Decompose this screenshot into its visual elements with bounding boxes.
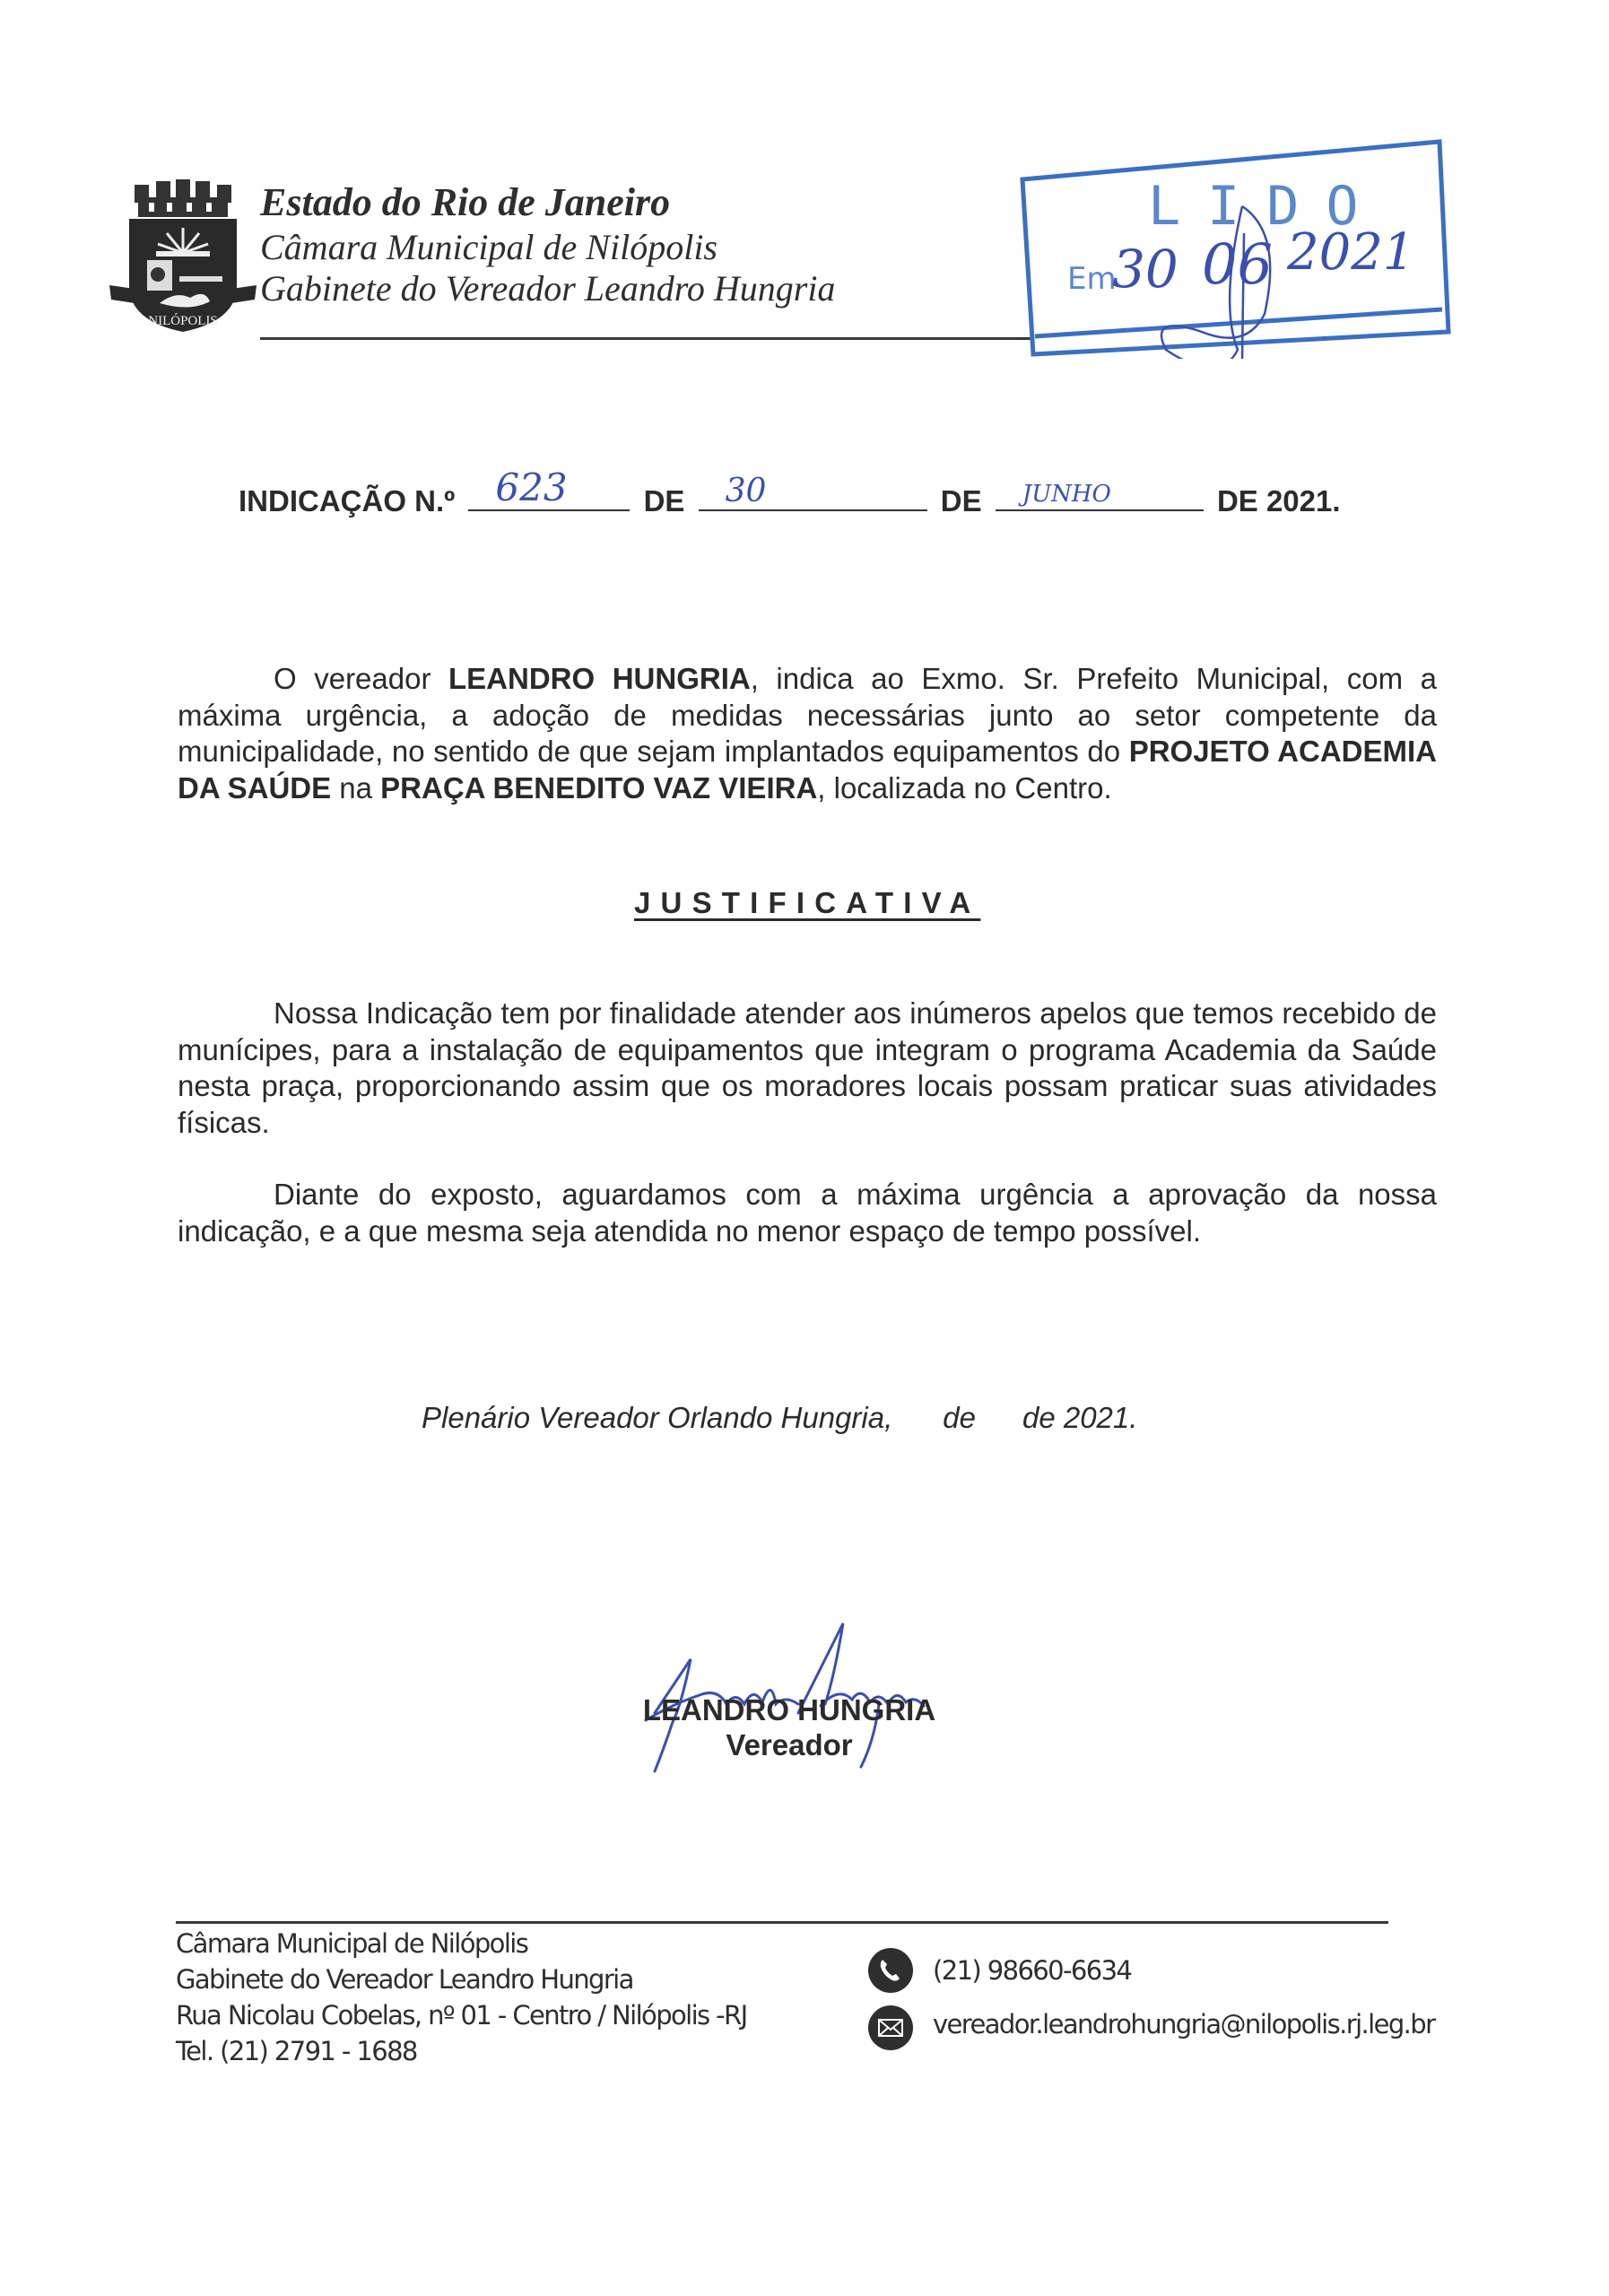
footer-chamber: Câmara Municipal de Nilópolis bbox=[176, 1928, 528, 1959]
signer-role: Vereador bbox=[726, 1728, 853, 1761]
place-date-line bbox=[422, 1401, 1137, 1435]
svg-text:30: 30 bbox=[1112, 239, 1178, 300]
date-year: de 2021. bbox=[1022, 1401, 1138, 1434]
header-office: Gabinete do Vereador Leandro Hungria bbox=[260, 268, 836, 309]
text-run: , localizada no Centro. bbox=[817, 770, 1112, 804]
justificativa-heading: JUSTIFICATIVA bbox=[634, 886, 981, 919]
header-state: Estado do Rio de Janeiro bbox=[260, 180, 671, 224]
indicacao-year: DE 2021. bbox=[1216, 484, 1341, 517]
indicacao-day: 30 bbox=[725, 473, 767, 509]
indicacao-month: JUNHO bbox=[1022, 481, 1111, 508]
footer-office: Gabinete do Vereador Leandro Hungria bbox=[176, 1964, 633, 1995]
header-chamber: Câmara Municipal de Nilópolis bbox=[260, 227, 718, 267]
indicacao-number: 623 bbox=[495, 465, 568, 509]
header-divider bbox=[260, 337, 1031, 340]
indicacao-label: INDICAÇÃO N.º bbox=[239, 484, 456, 517]
indicacao-line bbox=[239, 465, 1341, 518]
footer-email[interactable]: vereador.leandrohungria@nilopolis.rj.leg.br bbox=[933, 2009, 1435, 2039]
indicacao-number-field bbox=[468, 465, 630, 511]
footer-divider bbox=[176, 1921, 1388, 1924]
whatsapp-icon bbox=[868, 1948, 913, 1993]
footer-address: Rua Nicolau Cobelas, nº 01 - Centro / Nilópolis -RJ bbox=[176, 2000, 747, 2031]
place-text: Plenário Vereador Orlando Hungria, bbox=[422, 1401, 893, 1434]
svg-text:LIDO: LIDO bbox=[1148, 175, 1386, 238]
footer-telephone: Tel. (21) 2791 - 1688 bbox=[176, 2036, 417, 2066]
svg-text:2021: 2021 bbox=[1287, 223, 1415, 282]
text-run: , indica ao Exmo. Sr. Prefeito Municipal, com a máxima urgência, a adoção de medidas necessárias junto ao setor competente da municipalidade, no sentido de que sejam implantados equipamentos do bbox=[178, 662, 1437, 769]
de-label-1: DE bbox=[643, 484, 685, 517]
justification-text: Nossa Indicação tem por finalidade atender aos inúmeros apelos que temos recebido de munícipes, para a instalação de equipamentos que integram o programa Academia da Saúde nesta praça, proporcionando assim que os moradores locais possam praticar suas atividades físicas. bbox=[178, 996, 1437, 1139]
text-run: na bbox=[331, 770, 381, 804]
svg-text:NILÓPOLIS: NILÓPOLIS bbox=[148, 314, 218, 328]
bold-run: PROJETO ACADEMIA DA SAÚDE bbox=[178, 735, 1438, 804]
envelope-icon bbox=[868, 2005, 913, 2050]
indicacao-month-field bbox=[996, 477, 1204, 511]
svg-text:Em: Em bbox=[1067, 261, 1117, 297]
lido-stamp bbox=[1013, 126, 1462, 359]
justification-paragraph bbox=[178, 996, 1437, 1141]
bold-run: PRAÇA BENEDITO VAZ VIEIRA bbox=[380, 770, 818, 804]
bold-run: LEANDRO HUNGRIA bbox=[448, 662, 751, 695]
indication-paragraph bbox=[178, 661, 1437, 806]
svg-text:06: 06 bbox=[1202, 231, 1273, 297]
indicacao-day-field bbox=[699, 473, 927, 511]
closing-text: Diante do exposto, aguardamos com a máxima urgência a aprovação da nossa indicação, e a que mesma seja atendida no menor espaço de tempo possível. bbox=[178, 1178, 1437, 1248]
de-label-2: DE bbox=[940, 484, 982, 517]
footer-phone: (21) 98660-6634 bbox=[933, 1955, 1132, 1986]
closing-paragraph bbox=[178, 1177, 1437, 1249]
date-de: de bbox=[943, 1401, 976, 1434]
signer-name: LEANDRO HUNGRIA bbox=[642, 1693, 936, 1726]
text-run: O vereador bbox=[274, 662, 448, 695]
coat-of-arms-logo bbox=[104, 178, 262, 339]
